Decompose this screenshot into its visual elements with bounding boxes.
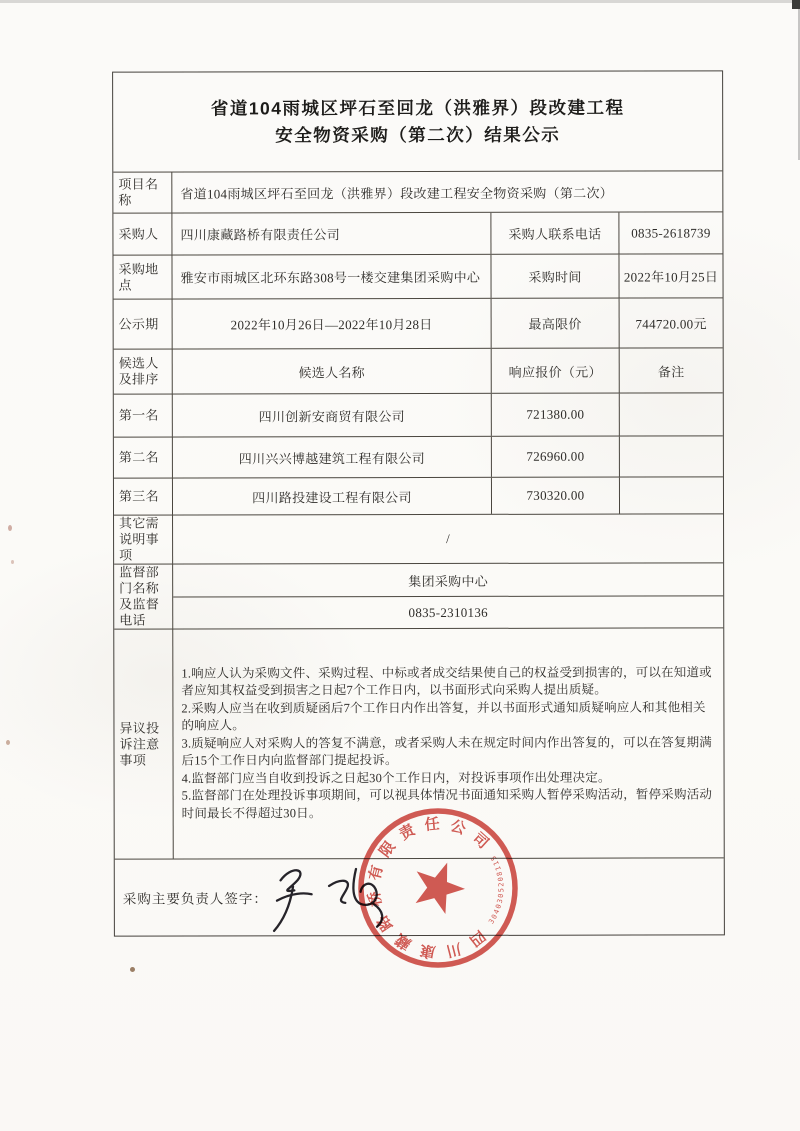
seal-star — [416, 863, 465, 914]
seal-serial-digit: 0 — [496, 893, 506, 899]
objection-item-4: 4.监督部门应当自收到投诉之日起30个工作日内，对投诉事项作出处理决定。 — [181, 770, 611, 786]
title-line-1: 省道104雨城区坪石至回龙（洪雅界）段改建工程 — [210, 97, 625, 118]
seal-company-char: 任 — [423, 816, 441, 834]
paper-speck — [6, 740, 10, 745]
other-notes-label: 其它需说明事项 — [119, 515, 159, 563]
candidate-price: 730320.00 — [491, 478, 619, 514]
seal-company-char: 责 — [397, 822, 418, 844]
seal-serial-digit: 0 — [496, 876, 506, 882]
row-other-notes — [114, 513, 723, 563]
purchaser-value: 四川康藏路桥有限责任公司 — [171, 213, 490, 255]
seal-company-char: 川 — [444, 939, 463, 959]
supervision-dept: 集团采购中心 — [408, 573, 489, 589]
location-label: 采购地点 — [118, 261, 159, 293]
remark-column-header: 备注 — [619, 348, 723, 392]
company-seal-stamp — [333, 783, 543, 993]
objection-notes-label: 异议投诉注意事项 — [119, 720, 160, 768]
candidates-header-label: 候选人及排序 — [118, 355, 159, 387]
rank-label: 第一名 — [118, 407, 159, 423]
candidate-row-1 — [114, 392, 723, 436]
seal-serial-digit: 5 — [489, 854, 499, 862]
paper-speck — [11, 560, 14, 564]
candidate-name-column-header: 候选人名称 — [172, 349, 491, 394]
paper-speck — [8, 525, 12, 531]
candidate-row-3 — [114, 476, 723, 514]
candidate-row-2 — [114, 435, 723, 477]
row-supervision — [114, 562, 723, 628]
seal-company-char: 藏 — [393, 930, 415, 952]
purchase-time-value: 2022年10月25日 — [618, 254, 722, 297]
seal-serial-digit: 2 — [497, 882, 506, 887]
supervision-phone: 0835-2310136 — [173, 595, 723, 628]
other-notes-value: / — [172, 514, 723, 563]
scan-edge-artifact — [0, 0, 800, 3]
purchaser-label: 采购人 — [118, 226, 159, 242]
paper-speck — [130, 967, 135, 972]
price-column-header: 响应报价（元） — [491, 349, 619, 393]
seal-company-char: 限 — [377, 838, 399, 861]
row-project-name — [113, 170, 722, 212]
seal-company-char: 康 — [419, 941, 437, 960]
max-price-label: 最高限价 — [491, 299, 619, 348]
publicity-period-value: 2022年10月26日—2022年10月28日 — [172, 299, 491, 349]
signature-label: 采购主要负责人签字： — [122, 891, 268, 907]
purchaser-phone-value: 0835-2618739 — [618, 212, 722, 253]
supervision-label: 监督部门名称及监督电话 — [119, 564, 160, 628]
seal-company-char: 有 — [367, 863, 387, 883]
candidate-price: 726960.00 — [491, 437, 619, 477]
objection-item-5: 5.监督部门在处理投诉事项期间，可以视具体情况书面通知采购人暂停采购活动，暂停采购活动时间最长不得超过30日。 — [181, 787, 713, 821]
seal-serial-digit: 3 — [495, 898, 505, 905]
objection-item-2: 2.采购人应当在收到质疑函后7个工作日内作出答复，并以书面形式通知质疑响应人和其他相关的响应人。 — [181, 700, 706, 733]
objection-item-3: 3.质疑响应人对采购人的答复不满意，或者采购人未在规定时间内作出答复的，可以在答复期满后15个工作日内向监督部门提起投诉。 — [181, 735, 712, 768]
purchaser-phone-label: 采购人联系电话 — [490, 213, 618, 254]
row-publicity-period — [114, 297, 723, 348]
candidate-remark — [619, 477, 723, 513]
candidate-name: 四川兴兴博越建筑工程有限公司 — [172, 437, 491, 478]
project-name-label: 项目名称 — [118, 176, 159, 208]
row-location — [113, 253, 722, 298]
location-value: 雅安市雨城区北环东路308号一楼交建集团采购中心 — [171, 255, 490, 299]
document-title — [113, 94, 722, 149]
seal-company-char: 路 — [374, 912, 397, 934]
row-purchaser — [113, 211, 722, 254]
seal-company-char: 公 — [448, 818, 468, 839]
rank-label: 第二名 — [118, 449, 159, 465]
seal-company-char: 桥 — [366, 889, 386, 908]
row-candidates-header — [114, 347, 723, 393]
purchase-time-label: 采购时间 — [490, 255, 618, 298]
title-line-2: 安全物资采购（第二次）结果公示 — [275, 124, 561, 145]
rank-label: 第三名 — [118, 488, 159, 504]
scan-corner-artifact — [792, 0, 800, 9]
title-row — [113, 71, 722, 171]
seal-serial-digit: 0 — [494, 903, 504, 910]
candidate-price: 721380.00 — [491, 394, 619, 436]
seal-serial-digit: 1 — [493, 865, 503, 872]
candidate-name: 四川创新安商贸有限公司 — [172, 394, 491, 437]
candidate-name: 四川路投建设工程有限公司 — [172, 478, 491, 515]
seal-serial-digit: 1 — [491, 859, 501, 867]
seal-serial-digit: 0 — [490, 913, 500, 921]
objection-item-1: 1.响应人认为采购文件、采购过程、中标或者成交结果使自己的权益受到损害的，可以在知道或者应知其权益受到损害之日起7个工作日内，以书面形式向采购人提出质疑。 — [181, 665, 712, 698]
seal-serial-digit: 5 — [497, 887, 506, 893]
seal-company-char: 司 — [469, 830, 492, 853]
seal-serial-digit: 8 — [495, 870, 505, 877]
seal-company-char: 四 — [465, 926, 488, 949]
publicity-period-label: 公示期 — [118, 316, 159, 332]
candidate-remark — [619, 393, 723, 435]
seal-serial-digit: 3 — [487, 917, 497, 926]
seal-serial-digit: 4 — [492, 908, 502, 916]
project-name-value: 省道104雨城区坪石至回龙（洪雅界）段改建工程安全物资采购（第二次） — [171, 171, 722, 212]
max-price-value: 744720.00元 — [619, 298, 723, 347]
candidate-remark — [619, 436, 723, 476]
